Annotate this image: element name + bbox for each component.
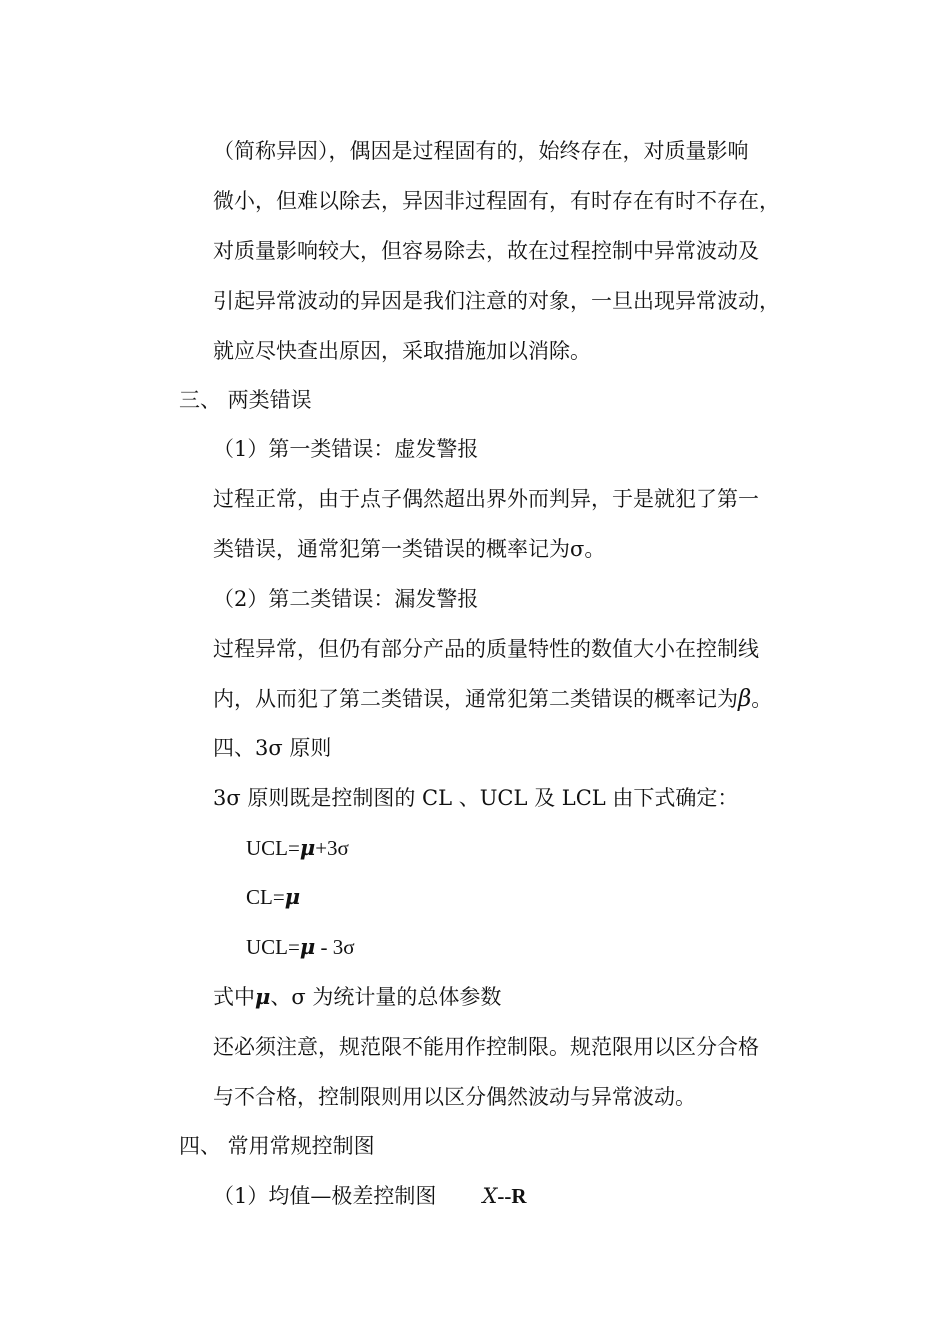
note-text: 式中	[213, 985, 255, 1009]
formula-term: +3σ	[315, 836, 349, 860]
mu-symbol: μ	[299, 934, 316, 959]
section-heading-control-charts: 四、 常用常规控制图	[179, 1134, 375, 1158]
paragraph-line: 还必须注意，规范限不能用作控制限。规范限用以区分合格	[213, 1035, 759, 1059]
mu-symbol: μ	[299, 835, 316, 860]
section-heading-3sigma: 四、3σ 原则	[213, 736, 332, 760]
formula-label: UCL=	[246, 935, 300, 959]
paragraph-line: 过程正常，由于点子偶然超出界外而判异，于是就犯了第一	[213, 487, 759, 511]
paragraph-line: 过程异常，但仍有部分产品的质量特性的数值大小在控制线	[213, 637, 759, 661]
formula-cl	[246, 882, 300, 912]
paragraph-line: 类错误，通常犯第一类错误的概率记为σ。	[213, 537, 606, 561]
r-symbol: --R	[497, 1184, 527, 1208]
paragraph-line: （简称异因），偶因是过程固有的，始终存在，对质量影响	[213, 139, 749, 163]
beta-symbol: β	[738, 686, 752, 712]
formula-ucl	[246, 833, 349, 863]
section-heading-two-error-types: 三、 两类错误	[179, 388, 312, 412]
paragraph-line: 就应尽快查出原因，采取措施加以消除。	[213, 339, 591, 363]
note-text: 、σ 为统计量的总体参数	[270, 985, 502, 1009]
paragraph-line: 引起异常波动的异因是我们注意的对象，一旦出现异常波动，	[213, 289, 780, 313]
item-text: （1）均值—极差控制图	[213, 1184, 437, 1208]
paragraph-line: 与不合格，控制限则用以区分偶然波动与异常波动。	[213, 1085, 696, 1109]
paragraph-line: 对质量影响较大，但容易除去，故在过程控制中异常波动及	[213, 239, 759, 263]
line-text: 内，从而犯了第二类错误，通常犯第二类错误的概率记为	[213, 687, 738, 711]
formula-label: UCL=	[246, 836, 300, 860]
mu-symbol: μ	[284, 884, 301, 909]
paragraph-line-with-beta	[213, 684, 772, 714]
subheading-type2-error: （2）第二类错误：漏发警报	[213, 587, 479, 611]
subheading-type1-error: （1）第一类错误：虚发警报	[213, 437, 479, 461]
line-end: 。	[751, 687, 773, 711]
paragraph-line: 微小，但难以除去，异因非过程固有，有时存在有时不存在，	[213, 189, 780, 213]
mu-symbol: μ	[255, 984, 271, 1009]
formula-lcl	[246, 932, 355, 962]
formula-note	[213, 982, 501, 1012]
subheading-mean-range-chart	[213, 1181, 526, 1211]
formula-label: CL=	[246, 885, 285, 909]
formula-term: - 3σ	[315, 935, 355, 959]
paragraph-line: 3σ 原则既是控制图的 CL 、UCL 及 LCL 由下式确定：	[213, 786, 739, 810]
x-symbol: X	[482, 1184, 498, 1208]
